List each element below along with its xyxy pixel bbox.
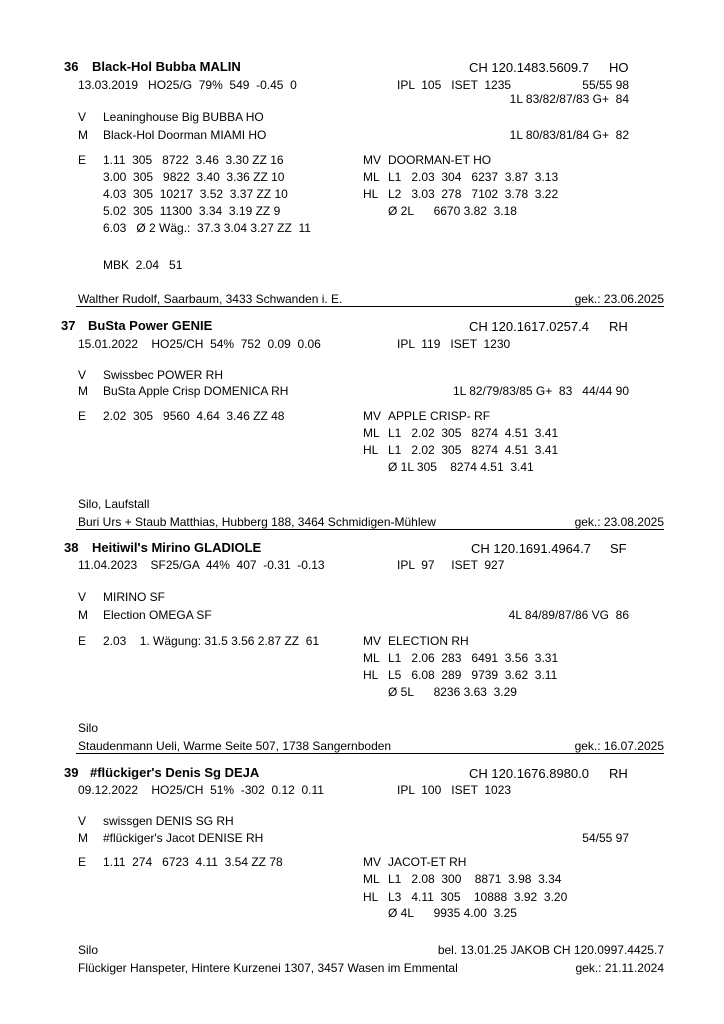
score-right: 55/55 98: [582, 78, 629, 92]
entry-number: 39: [64, 765, 79, 780]
e-label: E: [78, 855, 87, 869]
dam-score: 4L 84/89/87/86 VG 86: [508, 608, 629, 622]
owner: Walther Rudolf, Saarbaum, 3433 Schwanden i. E.: [78, 292, 343, 306]
hl-value: L1 2.02 305 8274 4.51 3.41: [388, 443, 559, 457]
dam-score: 1L 82/79/83/85 G+ 83 44/44 90: [452, 384, 629, 398]
note-left: Silo, Laufstall: [78, 497, 150, 511]
dam-score: 1L 80/83/81/84 G+ 82: [509, 128, 629, 142]
dam-name: Election OMEGA SF: [103, 608, 212, 622]
hl-label: HL: [363, 187, 379, 201]
animal-id: CH 120.1483.5609.7: [469, 60, 589, 75]
hl-label: HL: [363, 668, 379, 682]
e-line: 2.02 305 9560 4.64 3.46 ZZ 48: [103, 409, 285, 423]
e-label: E: [78, 634, 87, 648]
ml-label: ML: [363, 651, 380, 665]
sire-name: swissgen DENIS SG RH: [103, 814, 234, 828]
divider: [76, 306, 664, 307]
hl-value: L5 6.08 289 9739 3.62 3.11: [388, 668, 558, 682]
animal-name: Black-Hol Bubba MALIN: [92, 59, 241, 74]
divider: [76, 753, 664, 754]
ipl-iset-line: IPL 105 ISET 1235: [397, 78, 512, 92]
owner: Staudenmann Ueli, Warme Seite 507, 1738 Sangernboden: [78, 739, 392, 753]
average-line: Ø 4L 9935 4.00 3.25: [388, 906, 517, 920]
mv-value: DOORMAN-ET HO: [388, 153, 492, 167]
note-right: bel. 13.01.25 JAKOB CH 120.0997.4425.7: [437, 943, 664, 957]
dam-label: M: [78, 831, 88, 845]
dam-label: M: [78, 608, 88, 622]
gek-date: gek.: 23.08.2025: [574, 515, 664, 529]
birth-genetics-line: 09.12.2022 HO25/CH 51% -302 0.12 0.11: [78, 783, 324, 797]
ml-label: ML: [363, 426, 380, 440]
owner: Buri Urs + Staub Matthias, Hubberg 188, 3464 Schmidigen-Mühlew: [78, 515, 436, 529]
sire-name: Leaninghouse Big BUBBA HO: [103, 110, 264, 124]
ml-value: L1 2.02 305 8274 4.51 3.41: [388, 426, 559, 440]
sire-name: MIRINO SF: [103, 590, 165, 604]
hl-label: HL: [363, 890, 379, 904]
entry-number: 38: [64, 540, 79, 555]
ipl-iset-line: IPL 97 ISET 927: [397, 558, 505, 572]
extra-line: MBK 2.04 51: [103, 258, 183, 272]
e-line: 6.03 Ø 2 Wäg.: 37.3 3.04 3.27 ZZ 11: [103, 221, 311, 235]
hl-value: L2 3.03 278 7102 3.78 3.22: [388, 187, 559, 201]
divider: [76, 529, 664, 530]
dam-name: BuSta Apple Crisp DOMENICA RH: [103, 384, 289, 398]
ipl-iset-line: IPL 119 ISET 1230: [397, 337, 511, 351]
note-left: Silo: [78, 943, 99, 957]
ml-label: ML: [363, 170, 380, 184]
animal-name: #flückiger's Denis Sg DEJA: [90, 765, 260, 780]
mv-value: JACOT-ET RH: [388, 855, 467, 869]
birth-genetics-line: 13.03.2019 HO25/G 79% 549 -0.45 0: [78, 78, 297, 92]
note-left: Silo: [78, 721, 99, 735]
breed-code: RH: [609, 319, 628, 334]
mv-value: ELECTION RH: [388, 634, 469, 648]
animal-id: CH 120.1617.0257.4: [469, 319, 589, 334]
gek-date: gek.: 23.06.2025: [574, 292, 664, 306]
breed-code: RH: [609, 766, 628, 781]
dam-score: 54/55 97: [582, 831, 629, 845]
e-label: E: [78, 409, 87, 423]
breed-code: HO: [609, 60, 629, 75]
animal-name: Heitiwil's Mirino GLADIOLE: [92, 540, 262, 555]
sire-label: V: [78, 110, 87, 124]
e-line: 1.11 305 8722 3.46 3.30 ZZ 16: [103, 153, 284, 167]
e-line: 3.00 305 9822 3.40 3.36 ZZ 10: [103, 170, 285, 184]
gek-date: gek.: 21.11.2024: [575, 961, 664, 975]
e-line: 2.03 1. Wägung: 31.5 3.56 2.87 ZZ 61: [103, 634, 320, 648]
dam-label: M: [78, 384, 88, 398]
e-line: 4.03 305 10217 3.52 3.37 ZZ 10: [103, 187, 288, 201]
owner: Flückiger Hanspeter, Hintere Kurzenei 1307, 3457 Wasen im Emmental: [78, 961, 458, 975]
e-line: 5.02 305 11300 3.34 3.19 ZZ 9: [103, 204, 281, 218]
average-line: Ø 2L 6670 3.82 3.18: [388, 204, 517, 218]
ml-label: ML: [363, 872, 380, 886]
average-line: Ø 5L 8236 3.63 3.29: [388, 685, 517, 699]
birth-genetics-line: 11.04.2023 SF25/GA 44% 407 -0.31 -0.13: [78, 558, 325, 572]
breed-code: SF: [610, 541, 627, 556]
hl-label: HL: [363, 443, 379, 457]
mv-label: MV: [363, 634, 381, 648]
mv-label: MV: [363, 153, 381, 167]
sire-label: V: [78, 368, 87, 382]
animal-id: CH 120.1691.4964.7: [471, 541, 591, 556]
sire-name: Swissbec POWER RH: [103, 368, 224, 382]
dam-name: Black-Hol Doorman MIAMI HO: [103, 128, 267, 142]
mv-value: APPLE CRISP- RF: [388, 409, 491, 423]
entry-number: 36: [64, 59, 79, 74]
e-line: 1.11 274 6723 4.11 3.54 ZZ 78: [103, 855, 283, 869]
ml-value: L1 2.06 283 6491 3.56 3.31: [388, 651, 559, 665]
average-line: Ø 1L 305 8274 4.51 3.41: [388, 460, 534, 474]
birth-genetics-line: 15.01.2022 HO25/CH 54% 752 0.09 0.06: [78, 337, 321, 351]
e-label: E: [78, 153, 87, 167]
sire-label: V: [78, 814, 87, 828]
gek-date: gek.: 16.07.2025: [574, 739, 664, 753]
lactation-score: 1L 83/82/87/83 G+ 84: [509, 92, 629, 106]
ipl-iset-line: IPL 100 ISET 1023: [397, 783, 512, 797]
ml-value: L1 2.08 300 8871 3.98 3.34: [388, 872, 562, 886]
hl-value: L3 4.11 305 10888 3.92 3.20: [388, 890, 568, 904]
ml-value: L1 2.03 304 6237 3.87 3.13: [388, 170, 559, 184]
mv-label: MV: [363, 409, 381, 423]
dam-label: M: [78, 128, 88, 142]
entry-number: 37: [61, 318, 76, 333]
animal-id: CH 120.1676.8980.0: [469, 766, 589, 781]
dam-name: #flückiger's Jacot DENISE RH: [103, 831, 264, 845]
animal-name: BuSta Power GENIE: [88, 318, 213, 333]
sire-label: V: [78, 590, 87, 604]
mv-label: MV: [363, 855, 381, 869]
